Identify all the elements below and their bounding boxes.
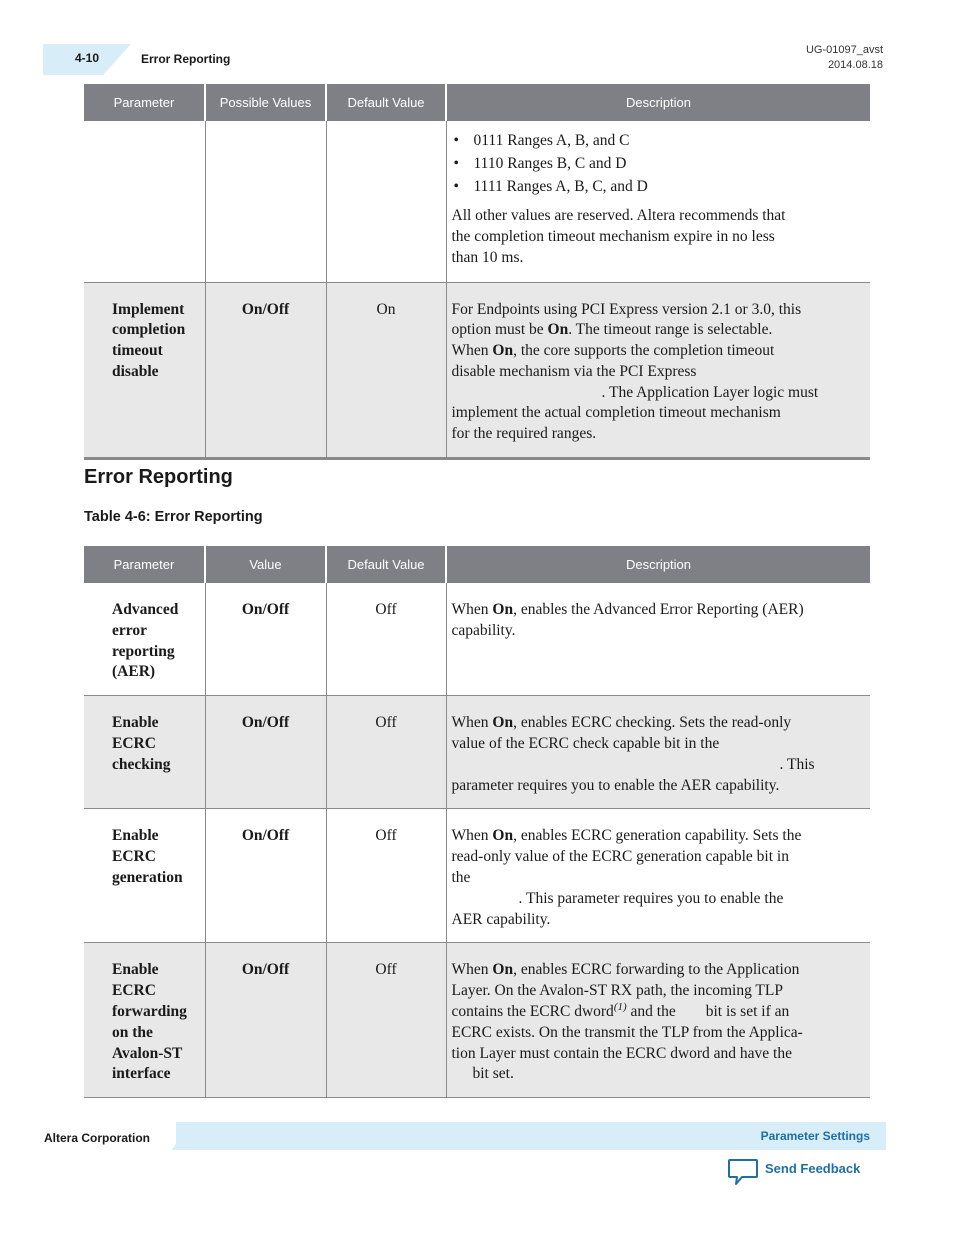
parameter-settings-link[interactable]: Parameter Settings <box>760 1129 870 1143</box>
col-header-parameter: Parameter <box>84 84 205 121</box>
value-cell: On/Off <box>205 583 326 696</box>
list-item: • 1110 Ranges B, C and D <box>452 152 851 175</box>
description-cell: When On, enables the Advanced Error Reporting (AER) capability. <box>446 583 870 696</box>
col-header-description: Description <box>446 84 870 121</box>
param-cell: Enable ECRC generation <box>84 809 205 943</box>
param-cell: Implement completion timeout disable <box>84 282 205 459</box>
value-cell <box>205 121 326 282</box>
error-reporting-table <box>84 546 870 1098</box>
col-header-possible-values: Possible Values <box>205 84 326 121</box>
description-cell: When On, enables ECRC checking. Sets the read-only value of the ECRC check capable bit in the . This parameter requires you to enable the AER capability. <box>446 696 870 809</box>
default-cell: Off <box>326 943 446 1098</box>
table-row <box>84 583 870 696</box>
description-cell: When On, enables ECRC forwarding to the Application Layer. On the Avalon‑ST RX path, the incoming TLP contains the ECRC dword$^{(1)}$ and the bit is set if an ECRC exists. On the transmit the TLP from the Applica- tion Layer must contain the ECRC dword and have the bit set. <box>446 943 870 1098</box>
send-feedback-link[interactable] <box>727 1158 860 1188</box>
table-row <box>84 809 870 943</box>
note-line: the completion timeout mechanism expire in no less <box>451 227 775 245</box>
doc-date: 2014.08.18 <box>827 59 883 71</box>
range-list <box>452 129 851 198</box>
value-cell: On/Off <box>205 282 326 459</box>
table-row <box>84 696 870 809</box>
col-header-value: Value <box>205 546 326 583</box>
footer-company: Altera Corporation <box>44 1131 151 1145</box>
default-cell: Off <box>326 696 446 809</box>
note-line: than 10 ms. <box>451 248 524 266</box>
col-header-description: Description <box>446 546 870 583</box>
doc-id-block <box>806 43 883 73</box>
running-header-title: Error Reporting <box>141 52 231 66</box>
param-cell: Enable ECRC checking <box>84 696 205 809</box>
parameter-table-continued <box>84 84 870 460</box>
param-cell <box>84 121 205 282</box>
note-line: All other values are reserved. Altera recommends that <box>451 207 786 224</box>
default-cell: Off <box>326 809 446 943</box>
page-tab-slant <box>103 44 131 75</box>
list-item: • 1111 Ranges A, B, C, and D <box>452 175 851 198</box>
default-cell: Off <box>326 583 446 696</box>
col-header-default-value: Default Value <box>326 546 446 583</box>
send-feedback-label[interactable]: Send Feedback <box>765 1161 861 1176</box>
speech-bubble-icon[interactable] <box>727 1158 759 1186</box>
footnote-marker: (1) <box>613 1000 627 1013</box>
param-cell: Advanced error reporting (AER) <box>112 601 179 681</box>
default-cell: On <box>326 282 446 459</box>
value-cell: On/Off <box>205 943 326 1098</box>
doc-id: UG-01097_avst <box>805 44 883 56</box>
table-row <box>84 943 870 1098</box>
value-cell: On/Off <box>205 696 326 809</box>
description-cell: For Endpoints using PCI Express version 2.1 or 3.0, this option must be On. The timeout range is selectable. When On, the core supports the completion timeout disable mechanism via the PCI Express . The Application Layer logic must implement the actual completion timeout mechanism for the required ranges. <box>446 282 870 459</box>
section-heading: Error Reporting <box>84 466 233 488</box>
table-row <box>84 282 870 459</box>
list-item: • 0111 Ranges A, B, and C <box>452 129 851 152</box>
page-number: 4-10 <box>75 51 100 65</box>
col-header-default-value: Default Value <box>326 84 446 121</box>
col-header-parameter: Parameter <box>84 546 205 583</box>
table-caption: Table 4-6: Error Reporting <box>84 509 263 525</box>
value-cell: On/Off <box>205 809 326 943</box>
default-cell <box>326 121 446 282</box>
description-cell: When On, enables ECRC generation capability. Sets the read-only value of the ECRC generation capable bit in the . This parameter requires you to enable the AER capability. <box>446 809 870 943</box>
table-row <box>84 121 870 282</box>
description-cell <box>446 121 870 282</box>
param-cell: Enable ECRC forwarding on the Avalon-ST interface <box>84 943 205 1098</box>
